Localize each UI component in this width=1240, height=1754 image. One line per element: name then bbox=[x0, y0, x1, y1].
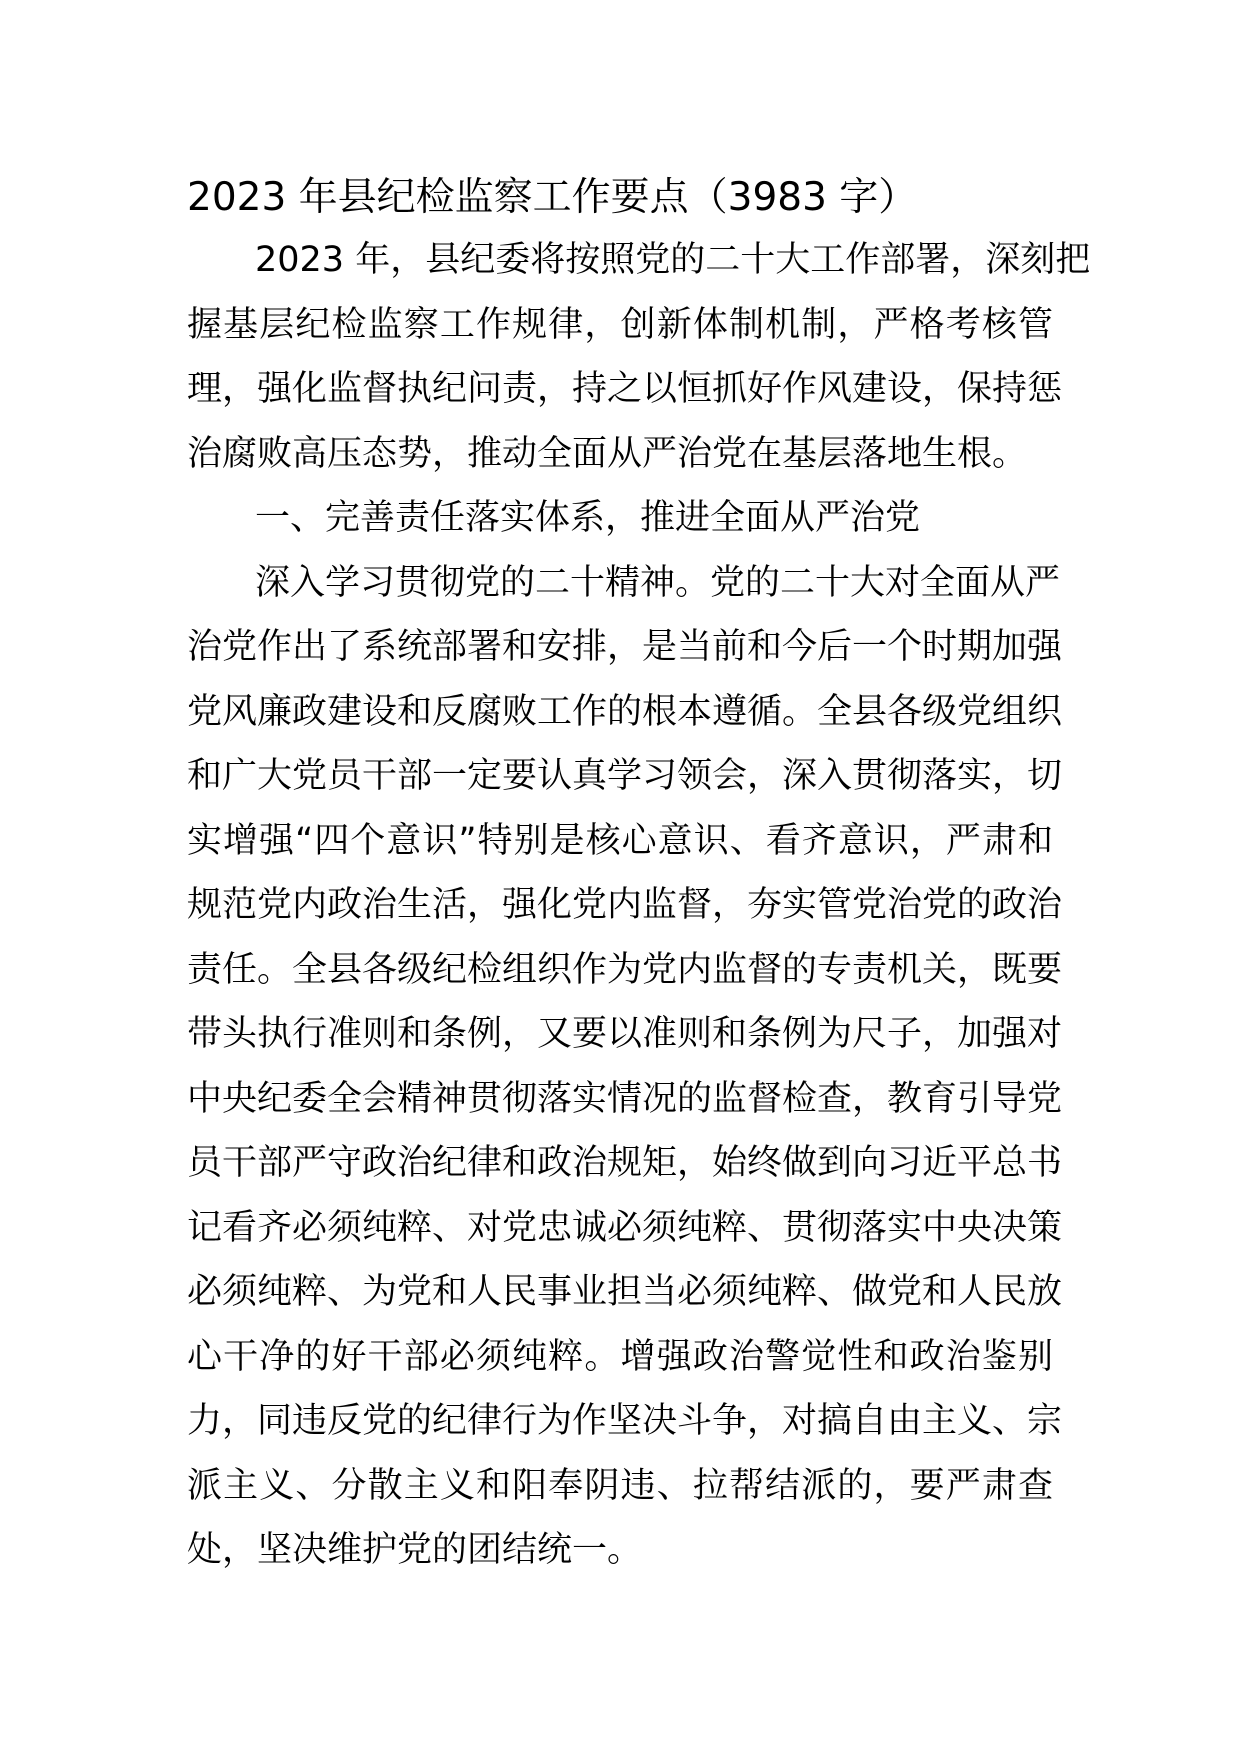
paragraph-line: 处，坚决维护党的团结统一。 bbox=[187, 1530, 643, 1570]
paragraph-line: 理，强化监督执纪问责，持之以恒抓好作风建设，保持惩 bbox=[187, 369, 1063, 409]
paragraph-line: 党风廉政建设和反腐败工作的根本遵循。全县各级党组织 bbox=[187, 691, 1063, 732]
paragraph-line: 治党作出了系统部署和安排，是当前和今后一个时期加强 bbox=[187, 627, 1063, 667]
section-body-paragraph bbox=[187, 551, 1063, 1583]
paragraph-line: 派主义、分散主义和阳奉阴违、拉帮结派的，要严肃查 bbox=[187, 1465, 1053, 1506]
paragraph-line: 治腐败高压态势，推动全面从严治党在基层落地生根。 bbox=[187, 433, 1028, 474]
paragraph-line: 2023 年，县纪委将按照党的二十大工作部署，深刻把 bbox=[255, 240, 1091, 280]
paragraph-line: 实增强“四个意识”特别是核心意识、看齐意识，严肃和 bbox=[187, 820, 1053, 861]
paragraph-line: 记看齐必须纯粹、对党忠诚必须纯粹、贯彻落实中央决策 bbox=[187, 1207, 1063, 1248]
section-heading bbox=[187, 486, 1057, 551]
paragraph-line: 规范党内政治生活，强化党内监督，夯实管党治党的政治 bbox=[187, 885, 1063, 925]
intro-paragraph bbox=[187, 228, 1091, 486]
paragraph-line: 心干净的好干部必须纯粹。增强政治警觉性和政治鉴别 bbox=[187, 1336, 1053, 1377]
paragraph-line: 责任。全县各级纪检组织作为党内监督的专责机关，既要 bbox=[187, 949, 1063, 990]
paragraph-line: 握基层纪检监察工作规律，创新体制机制，严格考核管 bbox=[187, 304, 1053, 345]
document-page bbox=[187, 168, 1091, 1583]
paragraph-line: 和广大党员干部一定要认真学习领会，深入贯彻落实，切 bbox=[187, 756, 1063, 796]
paragraph-line: 员干部严守政治纪律和政治规矩，始终做到向习近平总书 bbox=[187, 1143, 1063, 1183]
paragraph-line: 力，同违反党的纪律行为作坚决斗争，对搞自由主义、宗 bbox=[187, 1401, 1063, 1441]
section-heading-text: 一、完善责任落实体系，推进全面从严治党 bbox=[255, 498, 921, 538]
paragraph-line: 带头执行准则和条例，又要以准则和条例为尺子，加强对 bbox=[187, 1014, 1063, 1054]
document-title: 2023 年县纪检监察工作要点（3983 字） bbox=[187, 175, 918, 220]
paragraph-line: 深入学习贯彻党的二十精神。党的二十大对全面从严 bbox=[255, 562, 1061, 603]
paragraph-line: 必须纯粹、为党和人民事业担当必须纯粹、做党和人民放 bbox=[187, 1272, 1063, 1312]
paragraph-line: 中央纪委全会精神贯彻落实情况的监督检查，教育引导党 bbox=[187, 1078, 1063, 1119]
